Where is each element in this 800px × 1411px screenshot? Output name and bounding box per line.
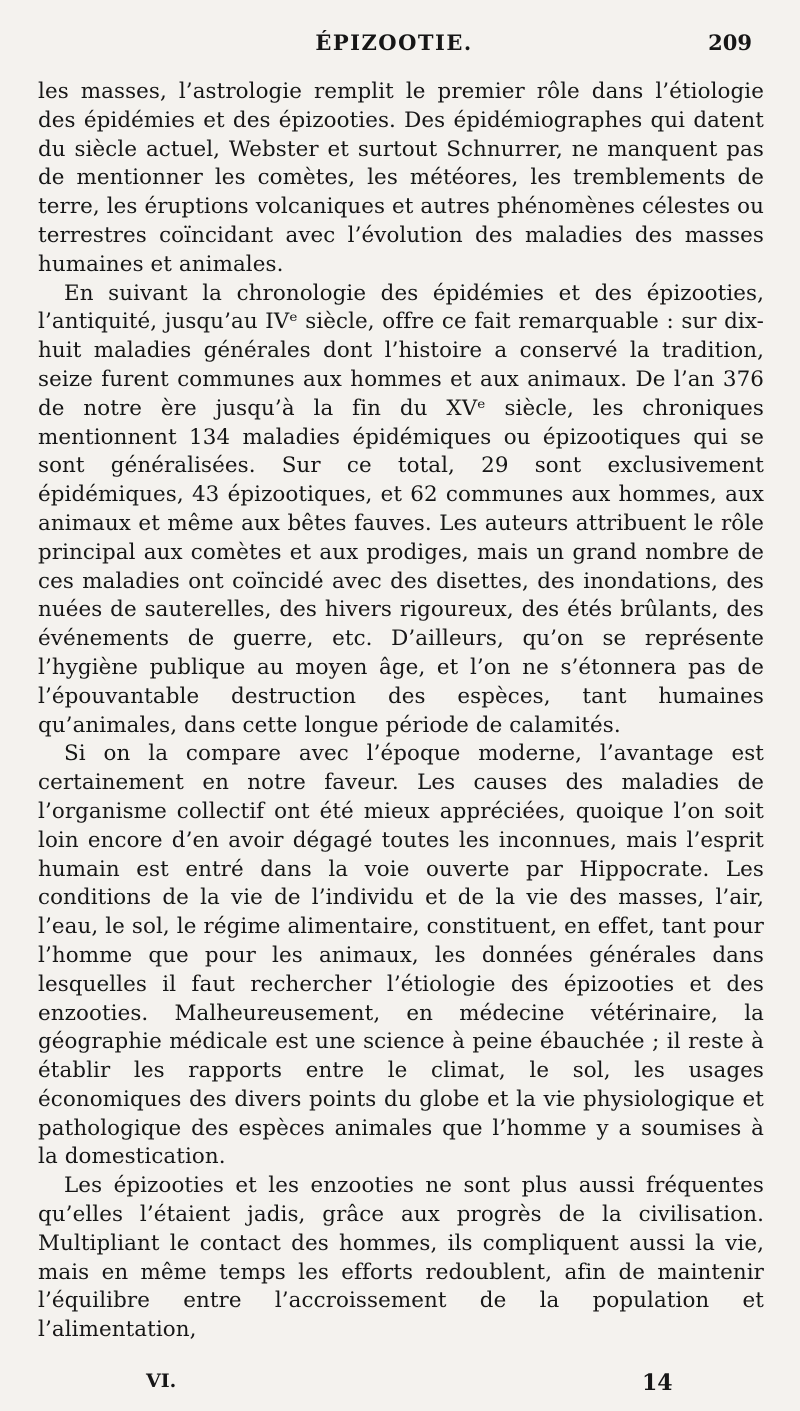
paragraph-continued: les masses, l’astrologie remplit le premier rôle dans l’étiologie des épidémies et des épizooties. Des épidémiographes qui datent du siècle actuel, Webster et surtout Schnurrer, ne manquent pas de mentionner les comètes, les météores, les tremblements de terre, les éruptions volcaniques et autres phénomènes célestes ou terrestres coïncidant avec l’évolution des maladies des masses humaines et animales. <box>38 79 764 277</box>
body-text <box>38 78 764 1345</box>
paragraph-modern-era: Si on la compare avec l’époque moderne, l’avantage est certainement en notre faveur. Les causes des maladies de l’organisme collectif ont été mieux appréciées, quoique l’on soit loin encore d’en avoir dégagé toutes les inconnues, mais l’esprit humain est entré dans la voie ouverte par Hippocrate. Les conditions de la vie de l’individu et de la vie des masses, l’air, l’eau, le sol, le régime alimentaire, constituent, en effet, tant pour l’homme que pour les animaux, les données générales dans lesquelles il faut rechercher l’étiologie des épizooties et des enzooties. Malheureusement, en médecine vétérinaire, la géographie médicale est une science à peine ébauchée ; il reste à établir les rapports entre le climat, le sol, les usages économiques des divers points du globe et la vie physiologique et pathologique des espèces animales que l’homme y a soumises à la domestication. <box>38 741 764 1170</box>
paragraph-chronology: En suivant la chronologie des épidémies et des épizooties, l’antiquité, jusqu’au IVᵉ siècle, offre ce fait remarquable : sur dix-huit maladies générales dont l’histoire a conservé la tradition, seize furent communes aux hommes et aux animaux. De l’an 376 de notre ère jusqu’à la fin du XVᵉ siècle, les chroniques mentionnent 134 maladies épidémiques ou épizootiques qui se sont généralisées. Sur ce total, 29 sont exclusivement épidémiques, 43 épizootiques, et 62 communes aux hommes, aux animaux et même aux bêtes fauves. Les auteurs attribuent le rôle principal aux comètes et aux prodiges, mais un grand nombre de ces maladies ont coïncidé avec des disettes, des inondations, des nuées de sauterelles, des hivers rigoureux, des étés brûlants, des événements de guerre, etc. D’ailleurs, qu’on se représente l’hygiène publique au moyen âge, et l’on ne s’étonnera pas de l’épouvantable destruction des espèces, tant humaines qu’animales, dans cette longue période de calamités. <box>38 280 764 738</box>
page-footer <box>36 1370 752 1402</box>
signature-number: 14 <box>642 1370 673 1396</box>
running-head <box>36 30 752 64</box>
page-number: 209 <box>708 30 752 55</box>
paragraph-civilisation: Les épizooties et les enzooties ne sont plus aussi fréquentes qu’elles l’étaient jadis, grâce aux progrès de la civilisation. Multipliant le contact des hommes, ils compliquent aussi la vie, mais en même temps les efforts redoublent, afin de maintenir l’équilibre entre l’accroissement de la population et l’alimentation, <box>38 1173 764 1343</box>
signature-mark: VI. <box>146 1370 177 1392</box>
running-title: ÉPIZOOTIE. <box>315 30 473 55</box>
